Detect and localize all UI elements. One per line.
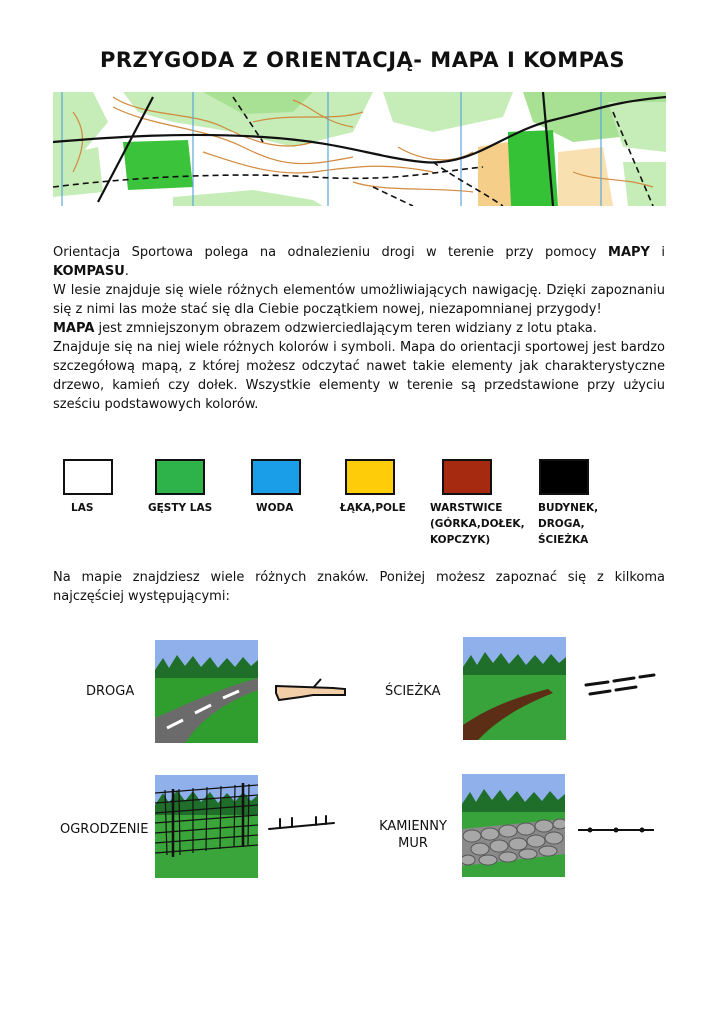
color-label-budynek: BUDYNEK, DROGA, ŚCIEŻKA (538, 502, 599, 546)
color-label-gesty-las: GĘSTY LAS (148, 502, 213, 514)
intro-paragraph (53, 243, 665, 319)
color-swatch-warstwice (442, 459, 492, 495)
color-swatch-budynek (539, 459, 589, 495)
color-label-warstwice: WARSTWICE (GÓRKA,DOŁEK, KOPCZYK) (430, 502, 525, 546)
color-swatch-laka-pole (345, 459, 395, 495)
sign-label-droga: DROGA (86, 684, 135, 699)
color-swatch-gesty-las (155, 459, 205, 495)
sign-label-sciezka: ŚCIEŻKA (385, 684, 441, 699)
color-swatch-las (63, 459, 113, 495)
road-picture (155, 640, 258, 743)
sign-label-ogrodzenie: OGRODZENIE (60, 822, 149, 837)
signs-intro: Na mapie znajdziesz wiele różnych znaków. Poniżej możesz zapoznać się z kilkoma najczęściej występującymi: (53, 570, 665, 604)
mapa-paragraph (53, 319, 665, 414)
mapa-line-1: MAPA jest zmniejszonym obrazem odzwierciedlającym teren widziany z lotu ptaka. (53, 321, 597, 336)
path-map-symbol (582, 672, 658, 700)
mapa-line-2: Znajduje się na niej wiele różnych kolorów i symboli. Mapa do orientacji sportowej jest bardzo szczegółową mapą, z której możesz odczytać nawet takie elementy jak charakterystyczne drzewo, kamień czy dołek. Wszystkie elementy w terenie są przedstawione przy użyciu sześciu podstawowych kolorów. (53, 340, 665, 412)
intro-line-2: W lesie znajduje się wiele różnych elementów umożliwiających nawigację. Dzięki zapoznaniu się z nimi las może stać się dla Ciebie początkiem nowej, niezapomnianej przygody! (53, 283, 665, 317)
fence-picture (155, 775, 258, 878)
color-label-woda: WODA (256, 502, 294, 514)
stone-wall-picture (462, 774, 565, 877)
color-swatch-woda (251, 459, 301, 495)
path-picture (463, 637, 566, 740)
stone-wall-map-symbol (576, 823, 656, 837)
page-title: PRZYGODA Z ORIENTACJĄ- MAPA I KOMPAS (99, 48, 626, 72)
orienteering-map-image (53, 92, 666, 206)
color-label-las: LAS (71, 502, 94, 514)
intro-line-1: Orientacja Sportowa polega na odnalezieniu drogi w terenie przy pomocy MAPY i KOMPASU. (53, 245, 665, 279)
sign-label-kamienny-mur: KAMIENNY MUR (379, 819, 447, 851)
color-label-laka-pole: ŁĄKA,POLE (340, 502, 406, 514)
fence-map-symbol (266, 815, 338, 837)
road-map-symbol (273, 676, 349, 704)
